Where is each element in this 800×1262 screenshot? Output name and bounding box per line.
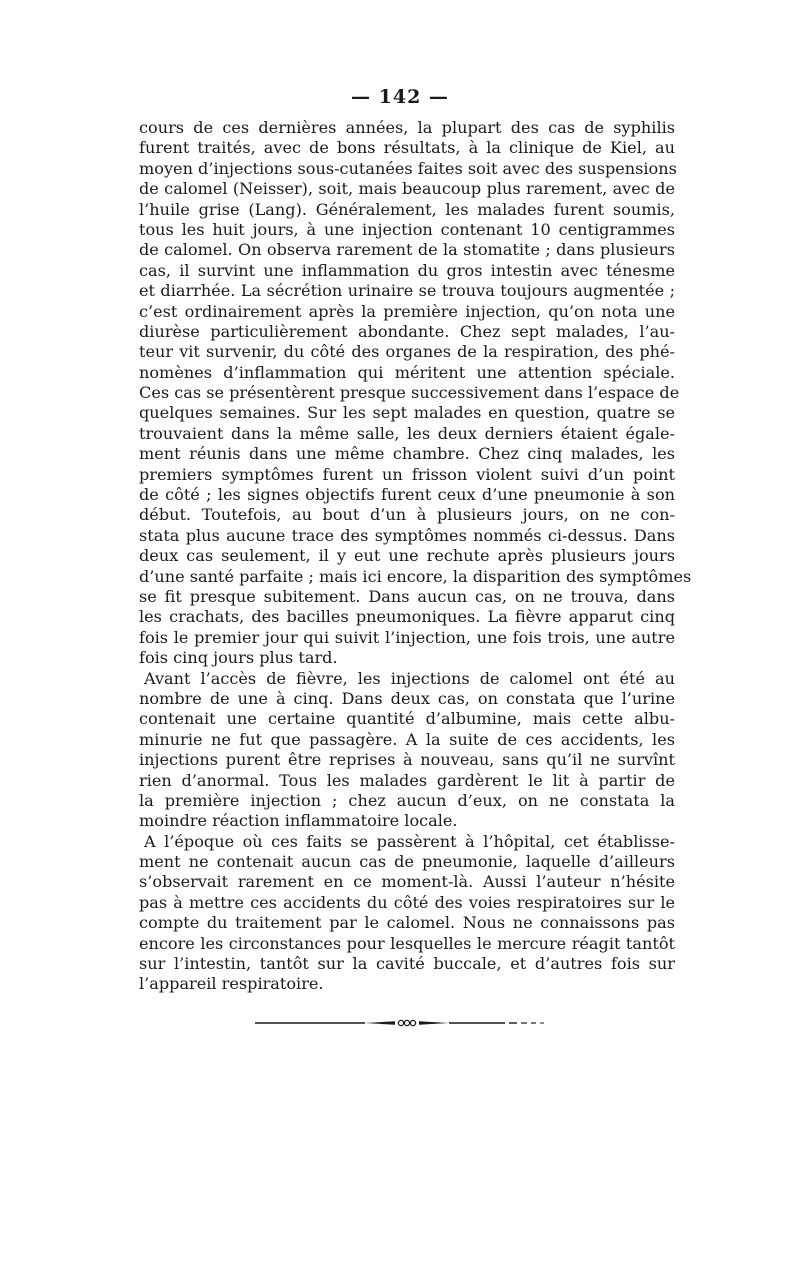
paragraph-1 [139,118,692,669]
text-line: la première injection ; chez aucun d’eux, on ne constata la [139,790,675,810]
text-line: compte du traitement par le calomel. Nous ne connaissons pas [139,913,675,933]
body-text [139,118,692,995]
text-line: s’observait rarement en ce moment-là. Aussi l’auteur n’hésite [139,872,675,892]
text-line: teur vit survenir, du côté des organes de la respiration, des phé- [139,342,675,362]
text-line: ment ne contenait aucun cas de pneumonie, laquelle d’ailleurs [139,852,675,872]
text-line: diurèse particulièrement abondante. Chez sept malades, l’au- [139,321,675,341]
text-line: de calomel (Neisser), soit, mais beaucoup plus rarement, avec de [139,179,675,199]
text-line: de côté ; les signes objectifs furent ceux d’une pneumonie à son [139,485,675,505]
page-number: — 142 — [351,86,449,108]
text-line: injections purent être reprises à nouveau, sans qu’il ne survînt [139,750,675,770]
text-line: ment réunis dans une même chambre. Chez cinq malades, les [139,444,675,464]
text-line: sur l’intestin, tantôt sur la cavité buccale, et d’autres fois sur [139,954,675,974]
text-line: d’une santé parfaite ; mais ici encore, la disparition des symptômes [139,566,692,586]
text-line: et diarrhée. La sécrétion urinaire se trouva toujours augmentée ; [139,281,675,301]
text-line: l’huile grise (Lang). Généralement, les malades furent soumis, [139,199,675,219]
text-line: cours de ces dernières années, la plupart des cas de syphilis [139,118,675,137]
text-line: pas à mettre ces accidents du côté des voies respiratoires sur le [139,892,675,912]
text-line: l’appareil respiratoire. [139,974,324,994]
text-line: se fit presque subitement. Dans aucun cas, on ne trouva, dans [139,586,675,606]
text-line: contenait une certaine quantité d’albumine, mais cette albu- [139,709,675,729]
text-line: encore les circonstances pour lesquelles le mercure réagit tantôt [139,933,675,953]
text-line: de calomel. On observa rarement de la stomatite ; dans plusieurs [139,240,675,260]
paragraph-3 [139,832,675,995]
text-line: fois cinq jours plus tard. [139,648,338,668]
paragraph-2 [139,669,675,832]
text-line: nomènes d’inflammation qui méritent une attention spéciale. [139,362,675,382]
text-line: stata plus aucune trace des symptômes nommés ci-dessus. Dans [139,525,675,545]
text-line: Avant l’accès de fièvre, les injections de calomel ont été au [144,668,675,688]
text-line: cas, il survint une inflammation du gros intestin avec ténesme [139,260,675,280]
text-line: moindre réaction inflammatoire locale. [139,811,458,831]
decorative-rule-icon [255,1018,545,1028]
text-line: quelques semaines. Sur les sept malades en question, quatre se [139,403,675,423]
text-line: trouvaient dans la même salle, les deux derniers étaient égale- [139,423,675,443]
text-line: les crachats, des bacilles pneumoniques. La fièvre apparut cinq [139,607,675,627]
text-line: rien d’anormal. Tous les malades gardèrent le lit à partir de [139,770,675,790]
text-line: tous les huit jours, à une injection contenant 10 centigrammes [139,219,675,239]
text-line: nombre de une à cinq. Dans deux cas, on constata que l’urine [139,688,675,708]
text-line: début. Toutefois, au bout d’un à plusieurs jours, on ne con- [139,505,675,525]
text-line: deux cas seulement, il y eut une rechute après plusieurs jours [139,546,675,566]
text-line: fois le premier jour qui suivit l’injection, une fois trois, une autre [139,627,675,647]
text-line: c’est ordinairement après la première injection, qu’on nota une [139,301,675,321]
text-line: A l’époque où ces faits se passèrent à l’hôpital, cet établisse- [144,831,675,851]
text-line: premiers symptômes furent un frisson violent suivi d’un point [139,464,675,484]
text-line: Ces cas se présentèrent presque successivement dans l’espace de [139,383,680,403]
text-line: minurie ne fut que passagère. A la suite de ces accidents, les [139,729,675,749]
text-line: furent traités, avec de bons résultats, à la clinique de Kiel, au [139,138,675,158]
text-line: moyen d’injections sous-cutanées faites soit avec des suspensions [139,158,677,178]
